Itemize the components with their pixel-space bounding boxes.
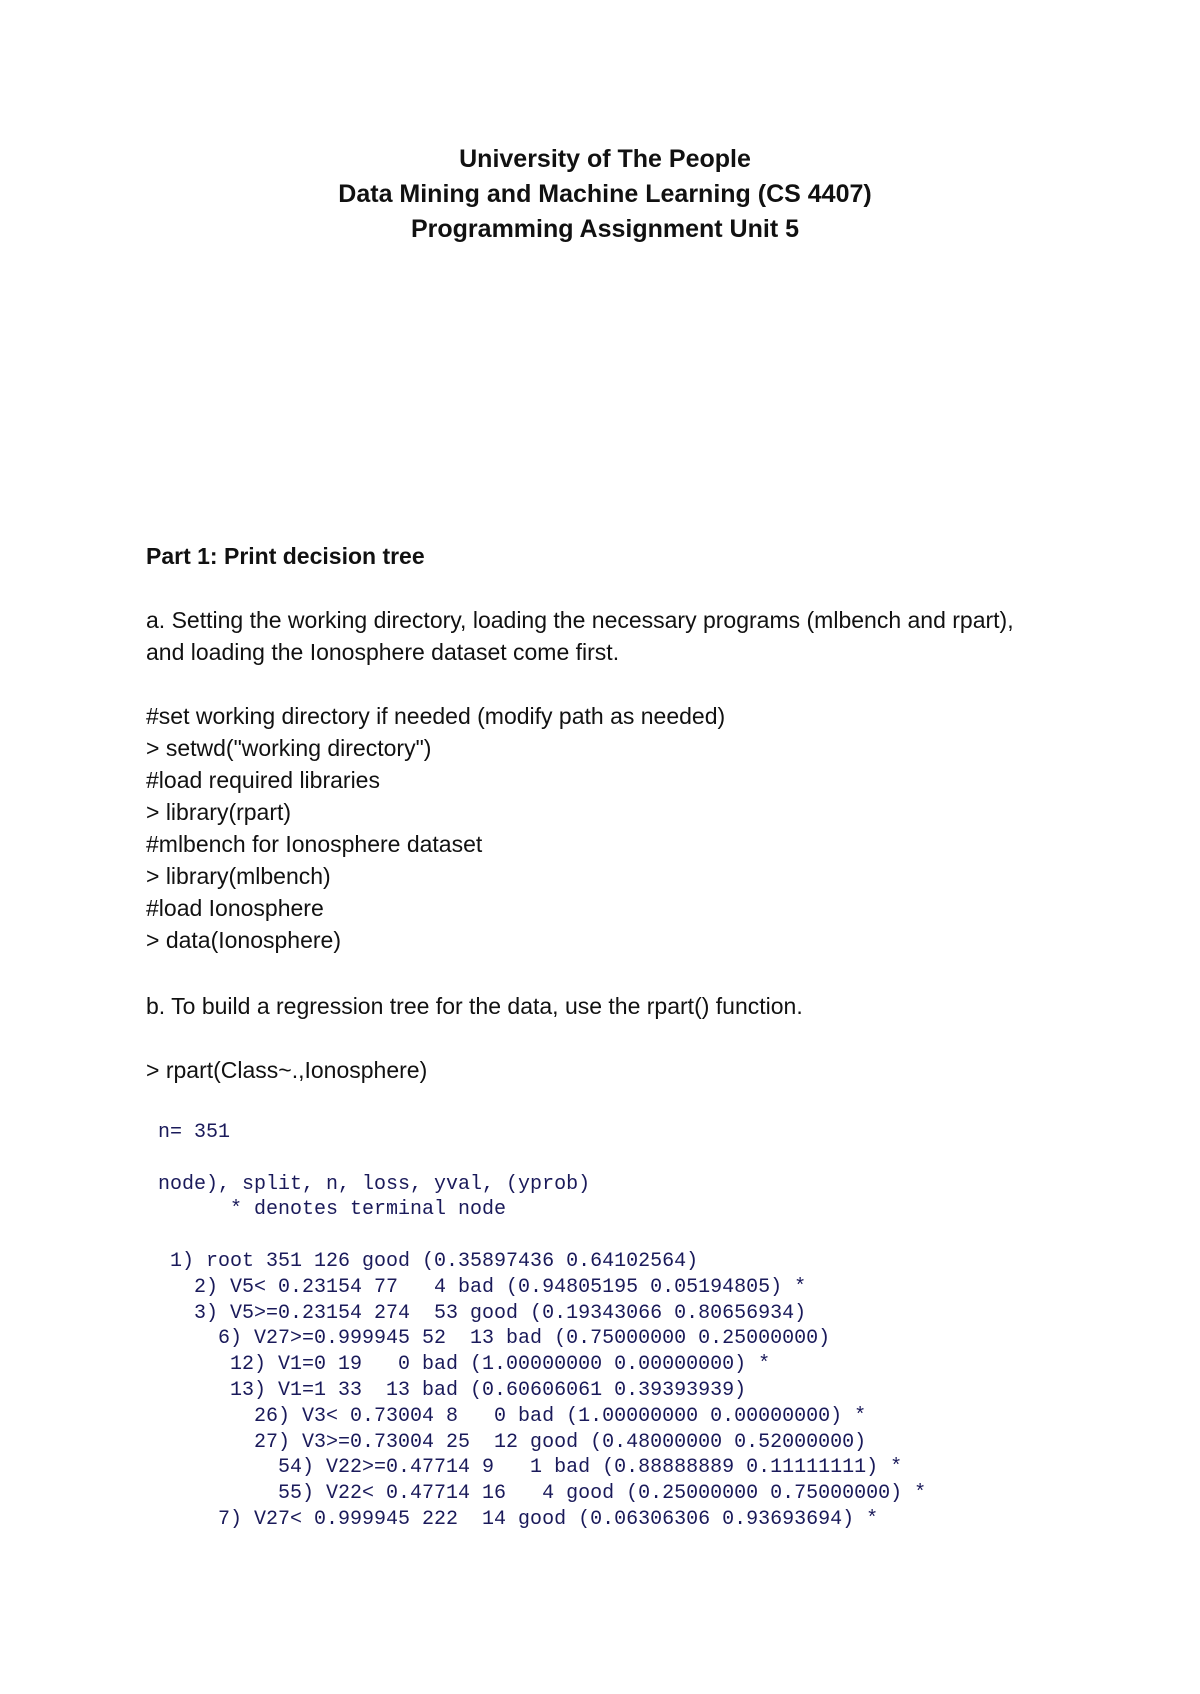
tree-node-line: 26) V3< 0.73004 8 0 bad (1.00000000 0.00000000) *	[158, 1404, 867, 1428]
tree-node-line: 1) root 351 126 good (0.35897436 0.64102564)	[158, 1249, 699, 1273]
tree-node-line: 27) V3>=0.73004 25 12 good (0.48000000 0.52000000)	[158, 1430, 867, 1454]
console-n-line: n= 351	[158, 1121, 231, 1144]
code-line: #set working directory if needed (modify path as needed)	[146, 703, 726, 729]
console-gap	[158, 1146, 926, 1172]
course-title: Data Mining and Machine Learning (CS 4407)	[338, 180, 872, 208]
paragraph-a: a. Setting the working directory, loading the necessary programs (mlbench and rpart), and loading the Ionosphere dataset come first.	[146, 607, 1014, 665]
code-line: #mlbench for Ionosphere dataset	[146, 831, 483, 857]
tree-node-line: 12) V1=0 19 0 bad (1.00000000 0.00000000) *	[158, 1353, 771, 1377]
tree-node-line: 13) V1=1 33 13 bad (0.60606061 0.39393939)	[158, 1378, 747, 1402]
console-note-line: * denotes terminal node	[158, 1198, 507, 1222]
r-console-output	[158, 1120, 926, 1533]
code-line: > library(mlbench)	[146, 863, 331, 889]
university-title: University of The People	[459, 145, 751, 173]
paragraph-b: b. To build a regression tree for the data, use the rpart() function.	[146, 993, 803, 1019]
title-block	[0, 142, 1200, 247]
tree-node-line: 3) V5>=0.23154 274 53 good (0.19343066 0.80656934)	[158, 1301, 807, 1325]
console-header-line: node), split, n, loss, yval, (yprob)	[158, 1172, 591, 1196]
code-line: > data(Ionosphere)	[146, 927, 341, 953]
code-line: > library(rpart)	[146, 799, 292, 825]
r-code-block	[146, 700, 725, 956]
code-line: #load Ionosphere	[146, 895, 324, 921]
tree-node-line: 54) V22>=0.47714 9 1 bad (0.88888889 0.11111111) *	[158, 1456, 903, 1480]
tree-node-line: 2) V5< 0.23154 77 4 bad (0.94805195 0.05194805) *	[158, 1275, 807, 1299]
console-gap	[158, 1223, 926, 1249]
part1-heading: Part 1: Print decision tree	[146, 543, 425, 569]
rpart-command: > rpart(Class~.,Ionosphere)	[146, 1057, 428, 1083]
assignment-title: Programming Assignment Unit 5	[410, 215, 799, 243]
tree-node-line: 6) V27>=0.999945 52 13 bad (0.75000000 0.25000000)	[158, 1327, 831, 1351]
code-line: > setwd("working directory")	[146, 735, 432, 761]
code-line: #load required libraries	[146, 767, 380, 793]
tree-node-line: 55) V22< 0.47714 16 4 good (0.25000000 0.75000000) *	[158, 1482, 927, 1506]
tree-node-line: 7) V27< 0.999945 222 14 good (0.06306306 0.93693694) *	[158, 1507, 879, 1531]
